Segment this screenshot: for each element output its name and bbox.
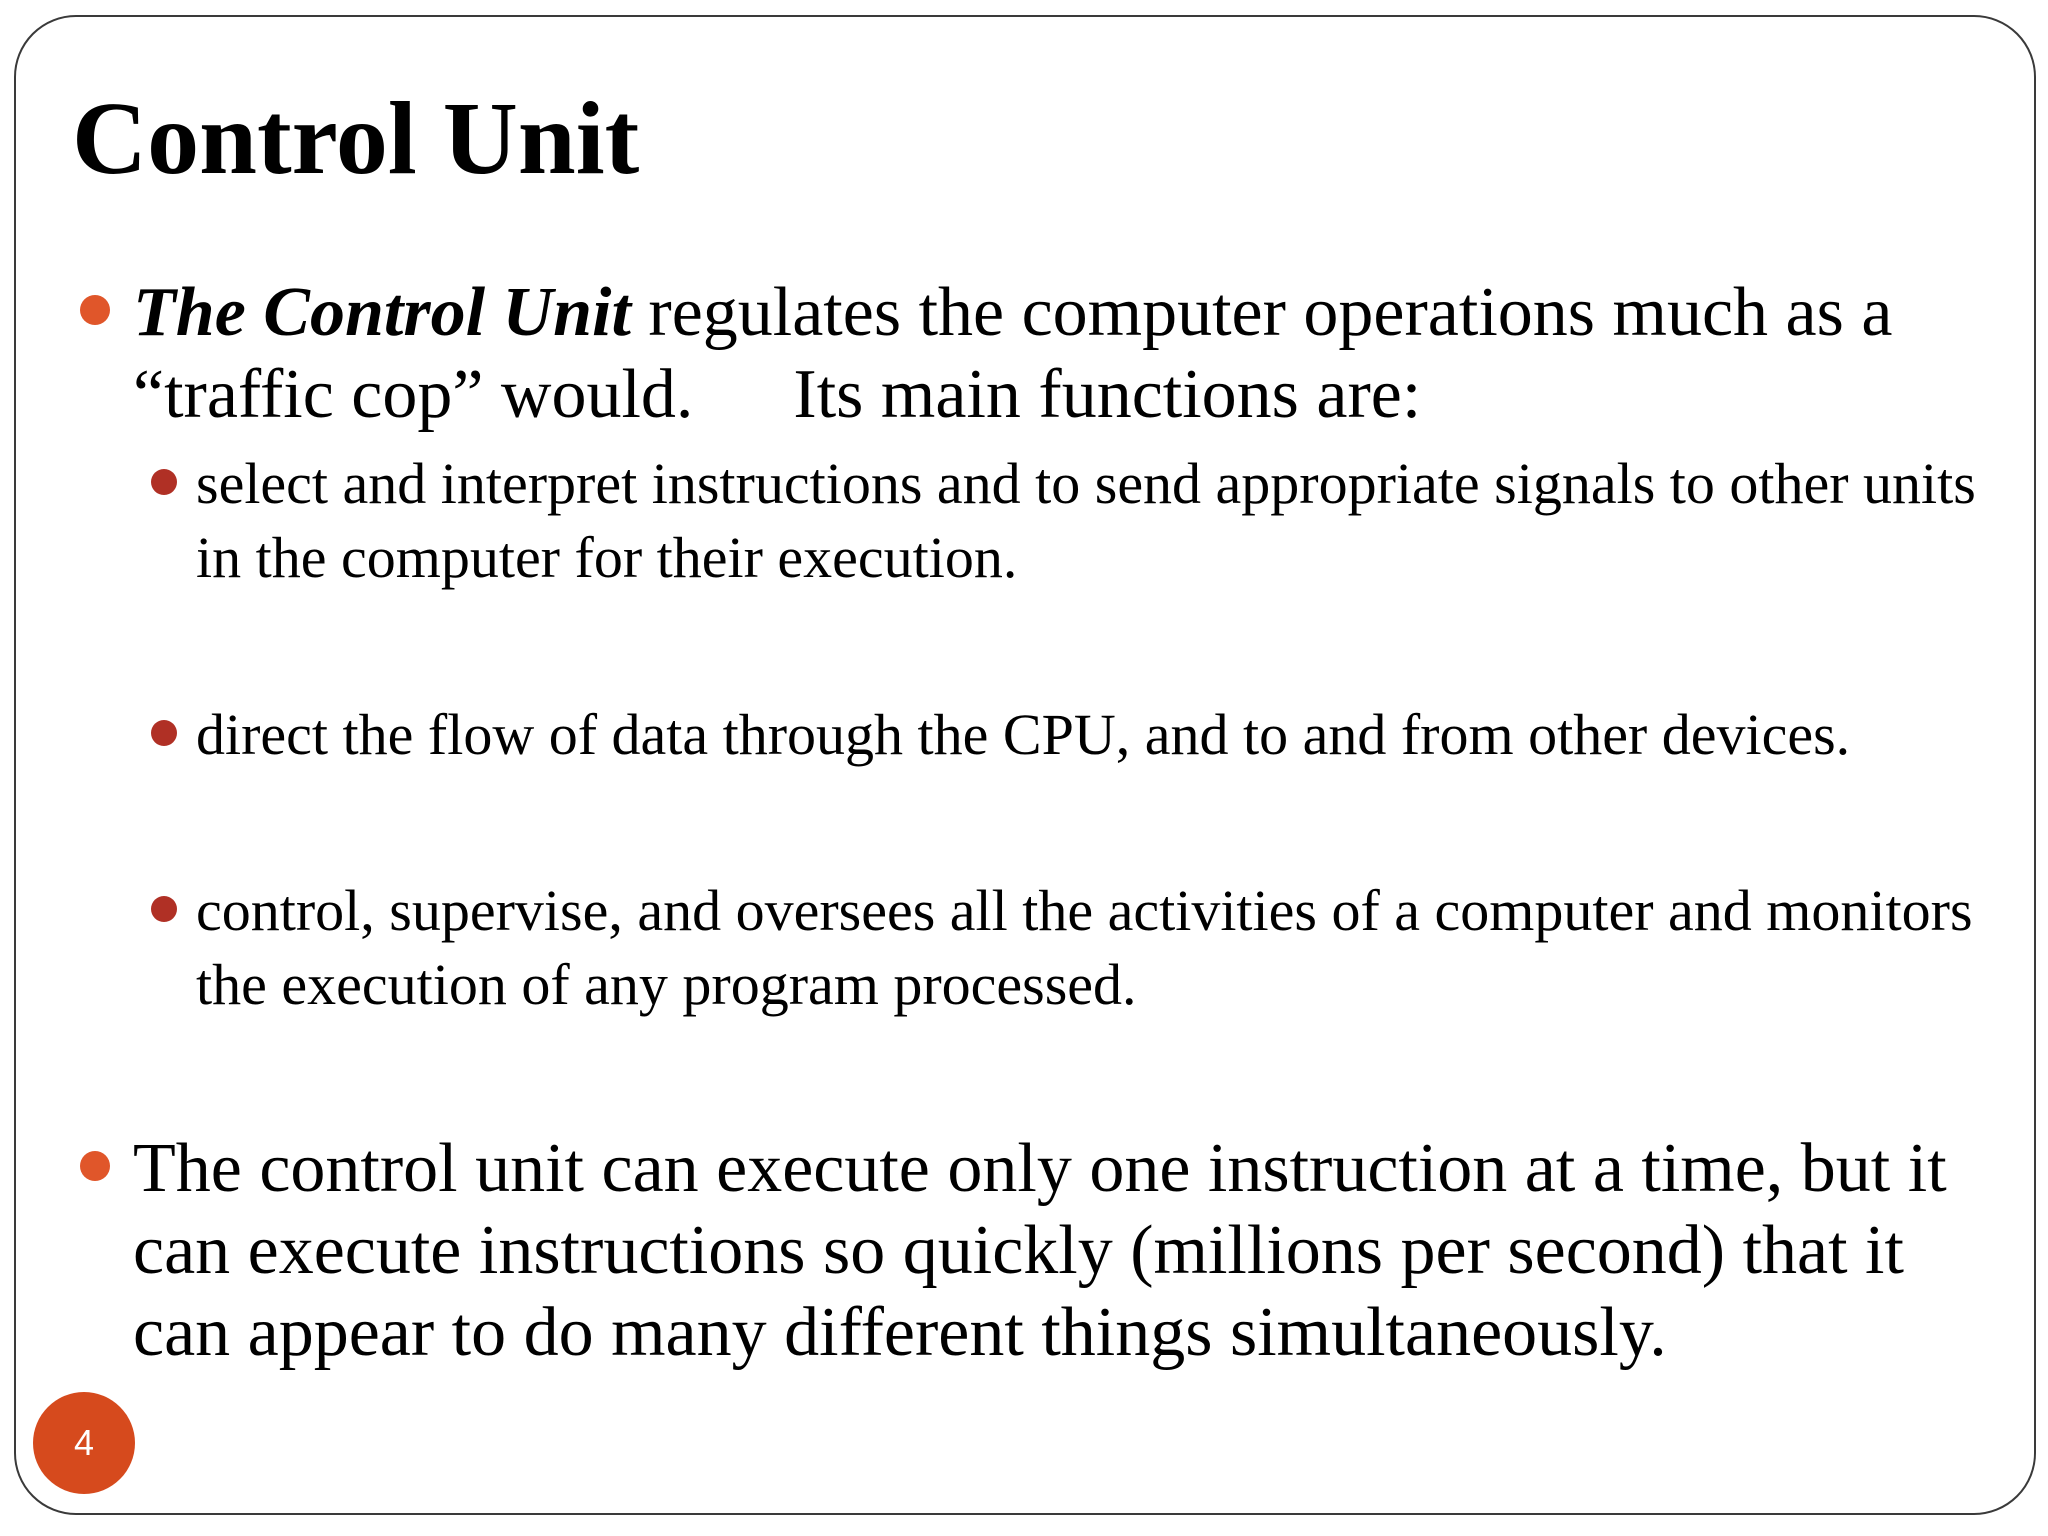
sub-bullet-dot-icon [151,469,177,495]
bullet-dot-icon [80,295,110,325]
sub-bullet-dot-icon [151,720,177,746]
slide-title: Control Unit [72,81,640,196]
sub-bullet-text: direct the flow of data through the CPU, and to and from other devices. [196,702,1851,767]
bullet-text: The control unit can execute only one instruction at a time, but it can execute instructions so quickly (millions per second) that it can appear to do many different things simultaneously. [133,1130,1947,1371]
sub-bullet-control [196,874,1996,1022]
sub-bullet-text: control, supervise, and oversees all the activities of a computer and monitors the execution of any program processed. [196,878,1973,1017]
sub-bullet-text: select and interpret instructions and to send appropriate signals to other units in the computer for their execution. [196,451,1976,590]
sub-bullet-dot-icon [151,896,177,922]
bullet-text-line2a: “traffic cop” would. [133,356,694,433]
sub-bullet-direct [196,698,1996,772]
sub-bullet-select [196,447,1996,595]
bullet-dot-icon [80,1151,110,1181]
bullet-text-line2b: Its main functions are: [793,356,1422,433]
bullet-text-line1: regulates the computer operations much as a [630,274,1893,351]
bullet-execution [133,1128,1993,1374]
bullet-control-unit [133,272,1993,436]
slide-number-badge: 4 [33,1392,135,1494]
term-control-unit: The Control Unit [133,274,631,351]
